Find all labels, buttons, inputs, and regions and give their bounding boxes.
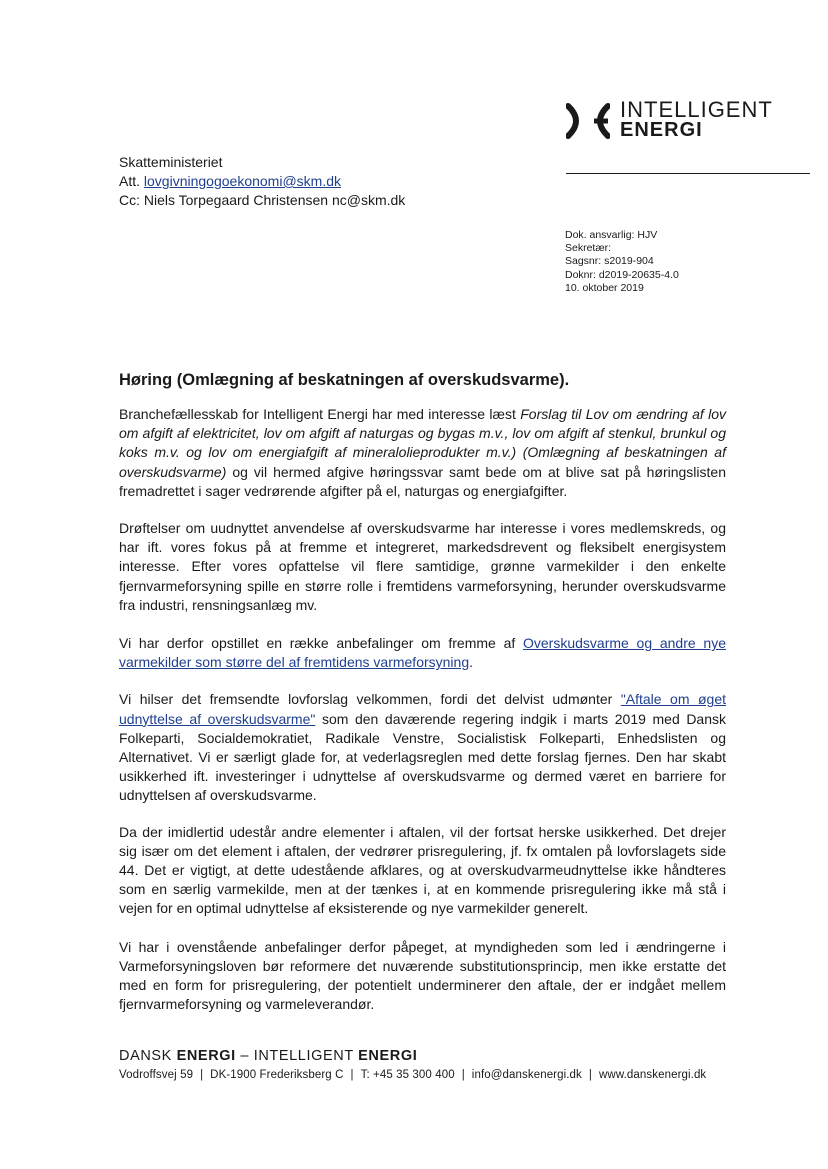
meta-document-number: Doknr: d2019-20635-4.0 (565, 268, 679, 281)
paragraph-4 (119, 690, 726, 805)
recipient-cc: Cc: Niels Torpegaard Christensen nc@skm.dk (119, 192, 406, 208)
footer-separator: | (588, 1069, 593, 1081)
footer-contact (119, 1069, 706, 1081)
att-email-link[interactable]: lovgivningogoekonomi@skm.dk (143, 173, 341, 189)
att-prefix: Att. (119, 173, 141, 189)
header-divider (566, 173, 810, 174)
logo-text-intelligent: INTELLIGENT (620, 97, 773, 122)
letter-title: Høring (Omlægning af beskatningen af overskudsvarme). (119, 371, 570, 389)
paragraph-2: Drøftelser om uudnyttet anvendelse af overskudsvarme har interesse i vores medlemskreds, og har ift. vores fokus på at fremme et integreret, markedsdrevent og fleksibelt energisystem interesse. Efter vores opfattelse vil flere samtidige, grønne varmekilder i den enkelte fjernvarmeforsyning spille en større rolle i fremtidens varmeforsyning, herunder overskudsvarme fra industri, rensningsanlæg mv. (119, 520, 726, 613)
footer-org-a: DANSK (119, 1048, 177, 1064)
logo-text-energi: ENERGI (620, 119, 703, 141)
footer-separator: | (200, 1069, 204, 1081)
footer-website[interactable]: www.danskenergi.dk (599, 1069, 707, 1081)
footer-email[interactable]: info@danskenergi.dk (471, 1069, 582, 1081)
footer-organization (119, 1048, 417, 1064)
document-meta (565, 229, 679, 295)
footer-phone: T: +45 35 300 400 (360, 1069, 455, 1081)
paragraph-1 (119, 405, 726, 501)
footer-org-b: ENERGI (176, 1048, 236, 1064)
footer-separator: | (461, 1069, 465, 1081)
meta-case-number: Sagsnr: s2019-904 (565, 255, 654, 268)
intelligent-energi-logo-mark-icon (566, 102, 610, 140)
recommendations-link[interactable]: Overskudsvarme og andre nye varmekilder som større del af fremtidens varmeforsyning (119, 635, 726, 671)
footer-separator: | (350, 1069, 354, 1081)
footer-org-d: ENERGI (358, 1048, 418, 1064)
paragraph-6: Vi har i ovenstående anbefalinger derfor påpeget, at myndigheden som led i ændringerne i Varmeforsyningsloven bør reformere det nuværende substitutionsprincip, men ikke erstatte det med en form for prisregulering, der potentielt underminerer den aftale, der er indgået mellem fjernvarmeforsyning og varmeleverandør. (119, 938, 726, 1013)
footer-city: DK-1900 Frederiksberg C (210, 1069, 344, 1081)
recipient-att (119, 172, 405, 191)
p4-text-b: som den daværende regering indgik i marts 2019 med Dansk Folkeparti, Socialdemokratiet, Radikale Venstre, Socialistisk Folkeparti, Enhedslisten og Alternativet. Vi er særligt glade for, at vederlagsreglen med dette forslag fjernes. Den har skabt usikkerhed ift. investeringer i udnyttelse af overskudsvarme og dermed været en barriere for udnyttelsen af overskudsvarme. (119, 710, 726, 804)
company-logo (566, 97, 773, 144)
meta-date: 10. oktober 2019 (565, 281, 644, 294)
footer-org-c: – INTELLIGENT (235, 1048, 359, 1064)
paragraph-5: Da der imidlertid udestår andre elementer i aftalen, vil der fortsat herske usikkerhed. Det drejer sig især om det element i aftalen, der vedrører prisregulering, jf. fx omtalen på lovforslagets side 44. Det er vigtigt, at dette udestående afklares, og at overskudvarmeudnyttelse ikke håndteres som en særlig varmekilde, men at der tænkes i, at en kommende prisregulering ikke må stå i vejen for en optimal udnyttelse af eksisterende og nye varmekilder generelt. (119, 823, 726, 917)
letter-body (119, 405, 726, 1032)
meta-secretary: Sekretær: (565, 242, 612, 255)
p1-text-b: og vil hermed afgive høringssvar samt bede om at blive sat på høringslisten fremadrettet i sager vedrørende afgifter på el, naturgas og energiafgifter. (119, 463, 726, 499)
recipient-block (119, 153, 405, 210)
p3-text-a: Vi har derfor opstillet en række anbefalinger om fremme af (119, 635, 523, 652)
recipient-name: Skatteministeriet (119, 154, 223, 170)
meta-responsible: Dok. ansvarlig: HJV (565, 229, 658, 241)
paragraph-3 (119, 634, 726, 672)
footer-address: Vodroffsvej 59 (119, 1069, 194, 1081)
agreement-link[interactable]: "Aftale om øget udnyttelse af overskudsvarme" (119, 691, 727, 727)
p1-text-a: Branchefællesskab for Intelligent Energi har med interesse læst (119, 406, 521, 422)
p1-bill-title: Forslag til Lov om ændring af lov om afgift af elektricitet, lov om afgift af naturgas og bygas m.v., lov om afgift af stenkul, brunkul og koks m.v. og lov om energiafgift af mineralolieprodukter m.v.) (Omlægning af beskatningen af overskudsvarme) (119, 406, 727, 480)
p4-text-a: Vi hilser det fremsendte lovforslag velkommen, fordi det delvist udmønter (119, 691, 621, 708)
p3-text-b: . (469, 654, 473, 671)
